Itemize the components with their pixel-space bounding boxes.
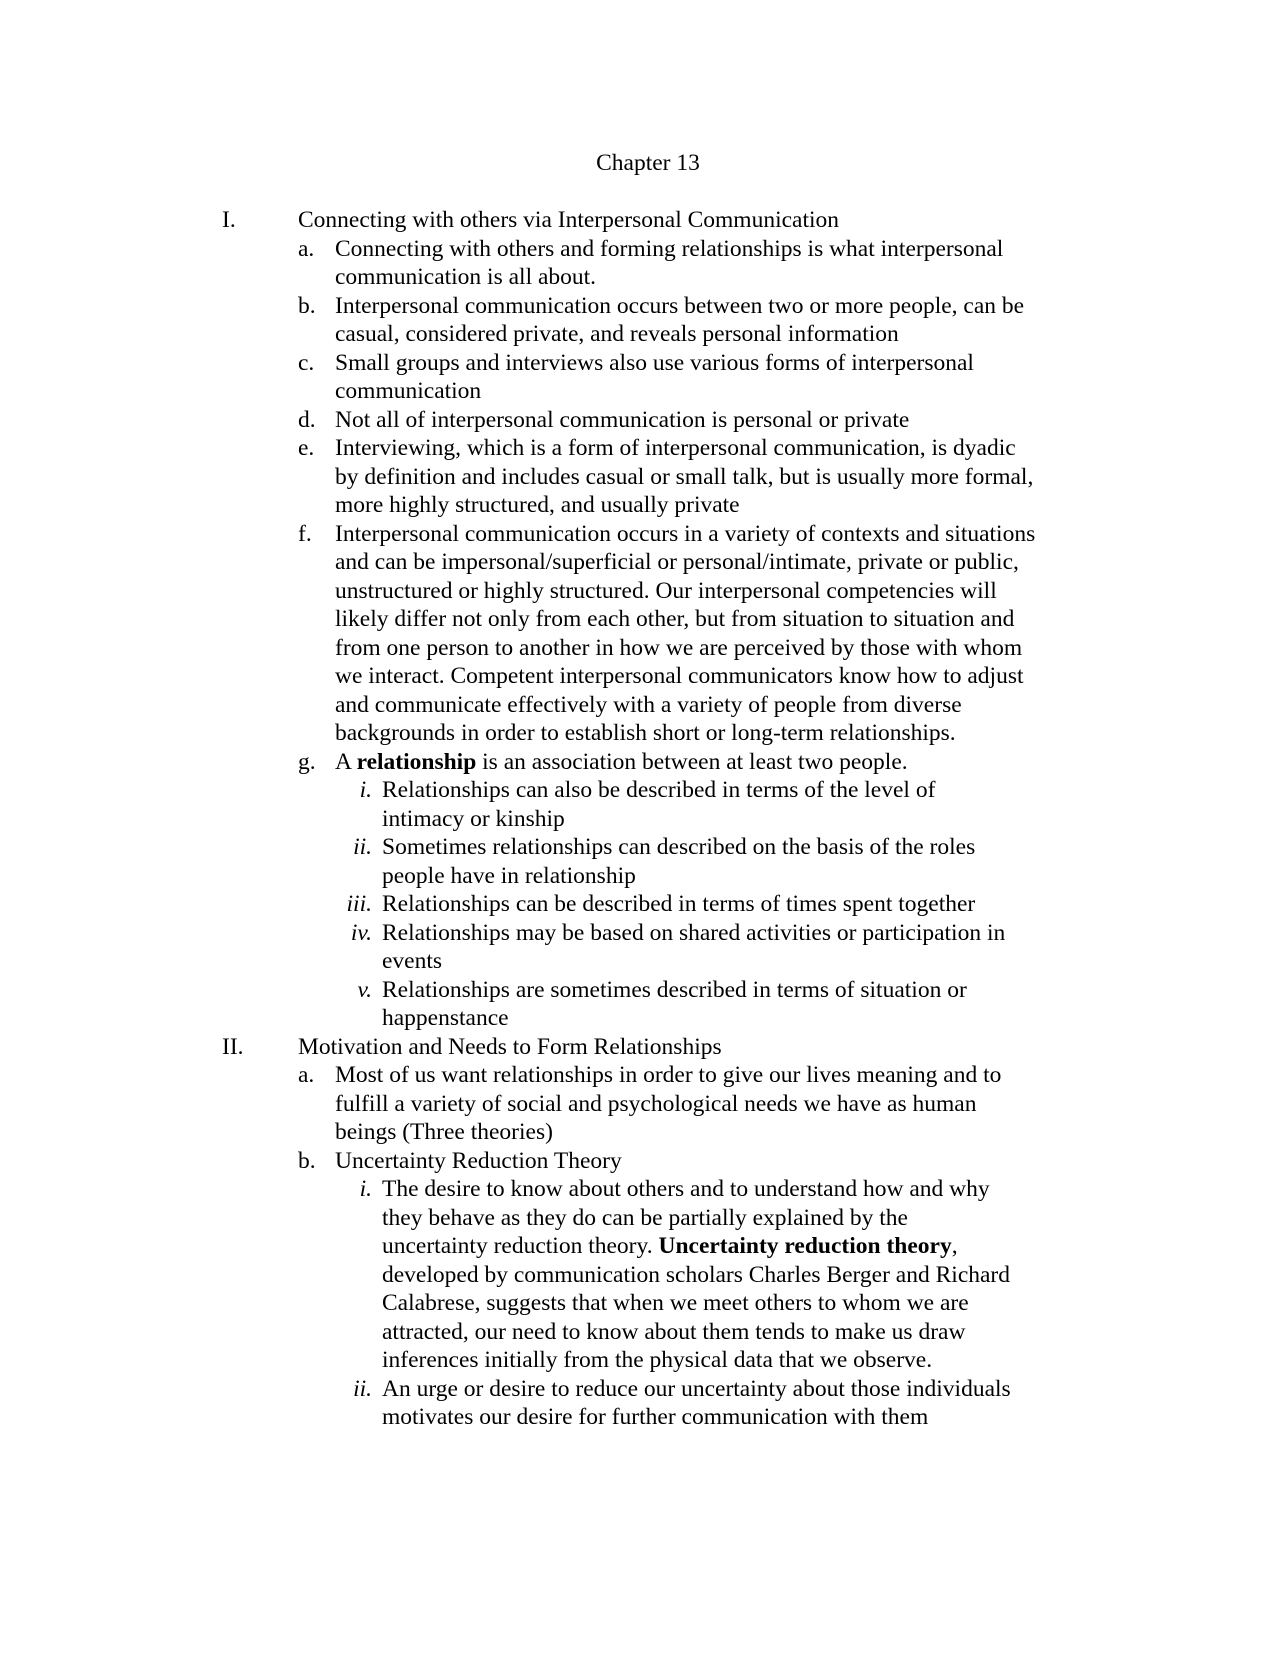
section-heading-row [222,206,1082,235]
item-text: Small groups and interviews also use various forms of interpersonal communication [335,349,974,404]
section-2 [222,1033,1082,1432]
subitem-text: Sometimes relationships can described on the basis of the roles people have in relationship [382,834,976,889]
list-item [298,434,1082,520]
sub-list-item [335,1375,1082,1432]
item-marker: a. [298,235,315,262]
subitem-marker: ii. [353,834,372,860]
subitem-marker: ii. [353,1375,372,1402]
subitem-marker: v. [357,976,372,1003]
subitem-marker: iv. [350,919,372,946]
page-title: Chapter 13 [596,150,700,176]
sub-list-item [335,919,1082,976]
term-relationship: relationship [356,748,477,775]
subitem-text: Relationships are sometimes described in terms of situation or happenstance [382,976,967,1031]
item-text: A relationship is an association between at least two people. [335,748,908,775]
subitem-text: An urge or desire to reduce our uncertainty about those individuals motivates our desire for further communication with them [382,1375,1011,1430]
item-marker: d. [298,406,316,433]
item-text: Not all of interpersonal communication is personal or private [335,406,910,433]
item-marker: g. [298,748,316,775]
item-text: Interpersonal communication occurs between two or more people, can be casual, considered private, and reveals personal information [335,292,1025,347]
list-item [298,1147,1082,1176]
item-text: Most of us want relationships in order to give our lives meaning and to fulfill a variety of social and psychological needs we have as human beings (Three theories) [335,1062,1002,1145]
list-item [298,235,1082,292]
subitem-text: Relationships may be based on shared activities or participation in events [382,919,1006,974]
term-uncertainty-reduction-theory: Uncertainty reduction theory [658,1233,952,1259]
sub-list-item [335,1175,1082,1375]
sub-list-item [335,890,1082,919]
sub-list-item [335,976,1082,1033]
item-marker: c. [298,349,315,376]
item-marker: a. [298,1062,315,1088]
subitem-text: Relationships can also be described in terms of the level of intimacy or kinship [382,777,936,832]
subitem-marker: i. [359,1176,372,1202]
section-heading: Motivation and Needs to Form Relationships [298,1033,722,1060]
section-marker: II. [222,1033,244,1060]
section-heading: Connecting with others via Interpersonal Communication [298,207,840,233]
outline [222,206,1082,1432]
list-item [298,406,1082,435]
list-item [298,1061,1082,1147]
item-text: Interviewing, which is a form of interpersonal communication, is dyadic by definition and includes casual or small talk, but is usually more formal, more highly structured, and usually private [335,435,1034,518]
item-marker: e. [298,435,315,461]
subitem-marker: i. [359,777,372,803]
item-marker: f. [298,520,312,547]
section-marker: I. [222,207,236,233]
list-item [298,748,1082,777]
subitem-marker: iii. [346,891,372,917]
sub-list-item [335,833,1082,890]
item-text: Interpersonal communication occurs in a variety of contexts and situations and can be impersonal/superficial or personal/intimate, private or public, unstructured or highly structured. Our interpersonal competencies will likely differ not only from each other, but from situation to situation and from one person to another in how we are perceived by those with whom we interact. Competent interpersonal communicators know how to adjust and communicate effectively with a variety of people from diverse backgrounds in order to establish short or long-term relationships. [335,520,1036,746]
list-item [298,520,1082,748]
section-heading-row [222,1033,1082,1062]
subitem-text: Relationships can be described in terms of times spent together [382,891,976,917]
item-text: Uncertainty Reduction Theory [335,1147,622,1174]
item-marker: b. [298,1147,316,1174]
item-marker: b. [298,292,316,319]
section-1 [222,206,1082,1033]
sub-list-item [335,776,1082,833]
list-item [298,349,1082,406]
subitem-text: The desire to know about others and to understand how and why they behave as they do can be partially explained by the uncertainty reduction theory. Uncertainty reduction theory, developed by communication scholars Charles Berger and Richard Calabrese, suggests that when we meet others to whom we are attracted, our need to know about them tends to make us draw inferences initially from the physical data that we observe. [382,1176,1011,1373]
list-item [298,292,1082,349]
item-text: Connecting with others and forming relationships is what interpersonal communication is all about. [335,235,1004,290]
